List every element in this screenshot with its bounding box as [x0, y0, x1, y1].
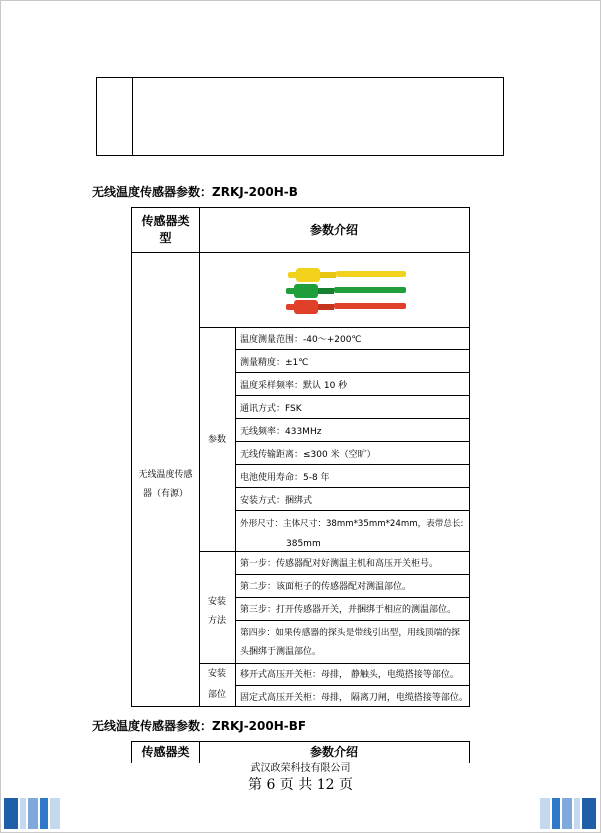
section-title: 无线温度传感器参数：ZRKJ-200H-B [92, 185, 298, 199]
param-item: 无线频率：433MHz [240, 427, 322, 437]
install-location: 固定式高压开关柜：母排， 隔离刀闸，电缆搭接等部位。 [240, 693, 468, 703]
image-row-divider [199, 327, 469, 328]
row-line [235, 464, 469, 465]
footer-bar [574, 798, 580, 829]
install-step: 第一步：传感器配对好测温主机和高压开关柜号。 [240, 559, 439, 569]
param-item: 测量精度：±1℃ [240, 358, 309, 368]
param-item: 安装方式：捆绑式 [240, 496, 313, 506]
param-item: 电池使用寿命：5-8 年 [240, 473, 330, 483]
red-sensor [286, 300, 406, 314]
row-line [235, 441, 469, 442]
footer-bar [40, 798, 48, 829]
footer-bar [562, 798, 572, 829]
group-location-label: 安装 部位 [207, 669, 226, 700]
sensor-params-table [131, 207, 470, 707]
header-intro: 参数介绍 [309, 745, 358, 759]
install-step-cont: 头捆绑于测温部位。 [240, 647, 322, 657]
row-line [235, 510, 469, 511]
row-line [235, 418, 469, 419]
footer-bar [540, 798, 550, 829]
row-line [235, 487, 469, 488]
footer-bar [20, 798, 26, 829]
group-line [199, 663, 469, 664]
footer-bar [582, 798, 596, 829]
section-title-2: 无线温度传感器参数：ZRKJ-200H-BF [92, 719, 307, 733]
row-line [235, 395, 469, 396]
previous-table-box [96, 77, 504, 156]
install-step: 第二步：该面柜子的传感器配对测温部位。 [240, 582, 412, 592]
param-item: 温度采样频率：默认 10 秒 [240, 381, 348, 391]
param-item: 温度测量范围：-40～+200℃ [240, 335, 362, 345]
param-size: 外形尺寸：主体尺寸：38mm*35mm*24mm，表带总长: [240, 519, 464, 529]
row-line [235, 685, 469, 686]
row-line [235, 349, 469, 350]
row-line [235, 372, 469, 373]
footer-page-number: 第 6 页 共 12 页 [248, 777, 353, 793]
col-divider [199, 208, 200, 706]
table-divider [132, 78, 133, 155]
install-step: 第四步：如果传感器的探头是带线引出型，用线顶端的探 [240, 628, 460, 638]
header-divider [132, 252, 469, 253]
install-location: 移开式高压开关柜：母排， 静触头，电缆搭接等部位。 [240, 670, 459, 680]
footer-bar [50, 798, 60, 829]
green-sensor [286, 284, 406, 298]
group-line [199, 551, 469, 552]
footer-bar [4, 798, 18, 829]
header-intro: 参数介绍 [309, 223, 358, 237]
footer-company: 武汉政荣科技有限公司 [250, 763, 351, 774]
row-line [235, 597, 469, 598]
footer-bar [28, 798, 38, 829]
param-item: 无线传输距离：≤300 米（空旷） [240, 450, 376, 460]
group-install-label: 安装 方法 [207, 597, 226, 626]
header-type: 传感器类 型 [141, 214, 190, 245]
row-line [235, 620, 469, 621]
header-type: 传感器类 [141, 745, 190, 759]
group-params-label: 参数 [207, 435, 226, 445]
install-step: 第三步：打开传感器开关，并捆绑于相应的测温部位。 [240, 605, 457, 615]
sensor-name: 无线温度传感 器（有源） [138, 470, 193, 499]
row-line [235, 574, 469, 575]
param-item: 通讯方式：FSK [240, 404, 302, 414]
yellow-sensor [288, 268, 406, 282]
footer-bar [552, 798, 560, 829]
sensor-photo [282, 263, 407, 319]
group-col-divider [235, 327, 236, 706]
param-size-cont: 385mm [286, 539, 321, 549]
